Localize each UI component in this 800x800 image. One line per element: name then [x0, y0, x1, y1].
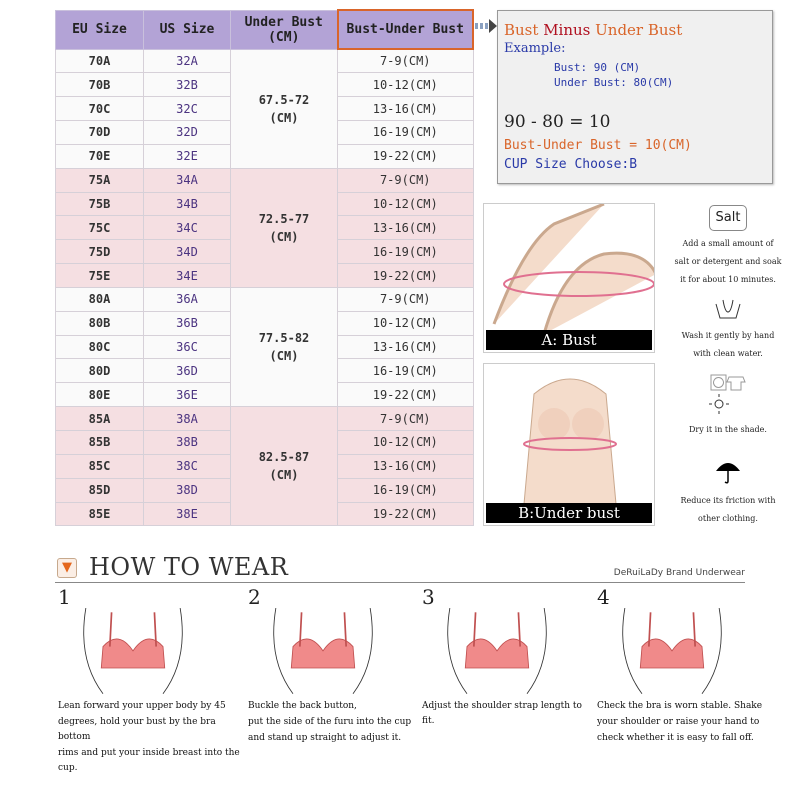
bust-difference: 13-16(CM): [338, 216, 474, 240]
bust-difference: 13-16(CM): [338, 454, 474, 478]
us-size: 38A: [144, 407, 231, 431]
us-size: 38B: [144, 431, 231, 455]
us-size: 38C: [144, 454, 231, 478]
us-size: 34C: [144, 216, 231, 240]
chevron-down-icon: ▼: [57, 558, 77, 578]
bust-difference: 10-12(CM): [338, 73, 474, 97]
equation: 90 - 80 = 10: [504, 112, 611, 132]
bust-measure-illustration: [484, 204, 655, 334]
care-text: Dry it in the shade.: [689, 425, 767, 434]
bust-difference: 16-19(CM): [338, 478, 474, 502]
us-size: 36C: [144, 335, 231, 359]
step-illustration: [597, 608, 747, 698]
us-size: 32C: [144, 97, 231, 121]
under-bust-range: [231, 287, 338, 406]
result: Bust-Under Bust = 10(CM): [504, 138, 692, 153]
photo-label-bust: A: Bust: [486, 330, 652, 350]
calc-title: [504, 21, 766, 39]
cup-choice: CUP Size Choose:B: [504, 157, 638, 172]
care-text: Add a small amount of: [682, 239, 774, 248]
eu-size: 70B: [56, 73, 144, 97]
bust-difference: 7-9(CM): [338, 287, 474, 311]
calc-title-b: Minus: [543, 21, 591, 39]
step-text: check whether it is easy to fall off.: [597, 733, 754, 743]
calculation-example-box: [497, 10, 773, 184]
eu-size: 80E: [56, 383, 144, 407]
eu-size: 80D: [56, 359, 144, 383]
eu-size: 75A: [56, 168, 144, 192]
under-bust-unit: (CM): [269, 468, 299, 483]
step-text: rims and put your inside breast into the cup.: [58, 748, 240, 773]
example-bust: Bust: 90 (CM): [554, 61, 641, 74]
under-bust-value: 82.5-87: [258, 450, 310, 465]
us-size: 36A: [144, 287, 231, 311]
header-us-size: US Size: [144, 10, 231, 49]
under-bust-range: [231, 407, 338, 526]
bust-difference: 19-22(CM): [338, 264, 474, 288]
example-under-bust: Under Bust: 80(CM): [554, 76, 674, 89]
bust-difference: 7-9(CM): [338, 407, 474, 431]
bust-difference: 16-19(CM): [338, 359, 474, 383]
how-to-wear-step: [58, 586, 242, 776]
under-bust-value: 72.5-77: [258, 211, 310, 226]
bust-measure-photo: [483, 203, 655, 353]
how-to-wear-header: [55, 553, 745, 583]
us-size: 32D: [144, 121, 231, 145]
bust-difference: 10-12(CM): [338, 431, 474, 455]
under-bust-unit: (CM): [269, 229, 299, 244]
us-size: 32B: [144, 73, 231, 97]
care-text: with clean water.: [693, 349, 763, 358]
care-wash: [658, 296, 798, 363]
step-number: 1: [58, 585, 71, 609]
under-bust-value: 77.5-82: [258, 331, 310, 346]
care-text: Reduce its friction with: [680, 496, 776, 505]
us-size: 38D: [144, 478, 231, 502]
dry-shade-icon: [703, 374, 753, 414]
us-size: 36E: [144, 383, 231, 407]
bust-difference: 16-19(CM): [338, 121, 474, 145]
step-illustration: [248, 608, 398, 698]
eu-size: 85E: [56, 502, 144, 526]
underbust-measure-photo: [483, 363, 655, 526]
bust-difference: 19-22(CM): [338, 144, 474, 168]
eu-size: 75C: [56, 216, 144, 240]
eu-size: 70E: [56, 144, 144, 168]
step-number: 2: [248, 585, 261, 609]
header-eu-size: EU Size: [56, 10, 144, 49]
step-text: degrees, hold your bust by the bra bottom: [58, 717, 216, 742]
eu-size: 70C: [56, 97, 144, 121]
bust-difference: 7-9(CM): [338, 49, 474, 73]
table-row: [56, 168, 474, 192]
photo-label-under-bust: B:Under bust: [486, 503, 652, 523]
step-text: Check the bra is worn stable. Shake: [597, 701, 763, 711]
under-bust-unit: (CM): [269, 110, 299, 125]
eu-size: 85D: [56, 478, 144, 502]
step-number: 4: [597, 585, 610, 609]
care-dry: [658, 374, 798, 439]
calc-title-a: Bust: [504, 21, 544, 39]
care-text: other clothing.: [698, 514, 758, 523]
bust-difference: 19-22(CM): [338, 502, 474, 526]
eu-size: 70A: [56, 49, 144, 73]
step-text: your shoulder or raise your hand to: [597, 717, 760, 727]
under-bust-value: 67.5-72: [258, 92, 310, 107]
care-soak: [658, 205, 798, 289]
bust-difference: 10-12(CM): [338, 192, 474, 216]
eu-size: 80C: [56, 335, 144, 359]
calc-title-c: Under Bust: [590, 21, 683, 39]
bust-difference: 13-16(CM): [338, 97, 474, 121]
eu-size: 85B: [56, 431, 144, 455]
step-text: Adjust the shoulder strap length to fit.: [422, 701, 582, 726]
us-size: 32A: [144, 49, 231, 73]
care-friction: [658, 455, 798, 528]
us-size: 38E: [144, 502, 231, 526]
salt-icon: Salt: [709, 205, 747, 231]
bust-difference: 13-16(CM): [338, 335, 474, 359]
step-text: Buckle the back button,: [248, 701, 357, 711]
eu-size: 85A: [56, 407, 144, 431]
bust-difference: 10-12(CM): [338, 311, 474, 335]
step-text: put the side of the furu into the cup: [248, 717, 412, 727]
eu-size: 70D: [56, 121, 144, 145]
eu-size: 80B: [56, 311, 144, 335]
step-illustration: [58, 608, 208, 698]
us-size: 34D: [144, 240, 231, 264]
how-to-wear-step: [422, 586, 592, 729]
care-text: Wash it gently by hand: [681, 331, 775, 340]
us-size: 34A: [144, 168, 231, 192]
eu-size: 85C: [56, 454, 144, 478]
size-chart-table: [55, 9, 474, 526]
step-text: and stand up straight to adjust it.: [248, 733, 402, 743]
underbust-measure-illustration: [484, 364, 655, 504]
table-row: [56, 49, 474, 73]
how-to-wear-step: [597, 586, 797, 746]
eu-size: 75B: [56, 192, 144, 216]
table-row: [56, 287, 474, 311]
under-bust-range: [231, 49, 338, 168]
example-label: Example:: [504, 41, 566, 56]
brand-name: DeRuiLaDy Brand Underwear: [613, 568, 745, 578]
bust-difference: 7-9(CM): [338, 168, 474, 192]
us-size: 36D: [144, 359, 231, 383]
eu-size: 75E: [56, 264, 144, 288]
hand-wash-icon: [713, 296, 743, 320]
us-size: 32E: [144, 144, 231, 168]
under-bust-range: [231, 168, 338, 287]
eu-size: 80A: [56, 287, 144, 311]
bust-difference: 19-22(CM): [338, 383, 474, 407]
header-bust-minus-under-bust: Bust-Under Bust: [338, 10, 474, 49]
step-text: Lean forward your upper body by 45: [58, 701, 226, 711]
how-to-wear-step: [248, 586, 418, 746]
table-row: [56, 407, 474, 431]
us-size: 34E: [144, 264, 231, 288]
umbrella-icon: [713, 455, 743, 485]
how-to-wear-title: HOW TO WEAR: [89, 553, 289, 581]
bust-difference: 16-19(CM): [338, 240, 474, 264]
us-size: 34B: [144, 192, 231, 216]
arrow-right-icon: [475, 18, 497, 34]
care-text: it for about 10 minutes.: [680, 275, 776, 284]
step-number: 3: [422, 585, 435, 609]
header-under-bust: Under Bust (CM): [231, 10, 338, 49]
care-text: salt or detergent and soak: [674, 257, 782, 266]
step-illustration: [422, 608, 572, 698]
under-bust-unit: (CM): [269, 349, 299, 364]
us-size: 36B: [144, 311, 231, 335]
eu-size: 75D: [56, 240, 144, 264]
